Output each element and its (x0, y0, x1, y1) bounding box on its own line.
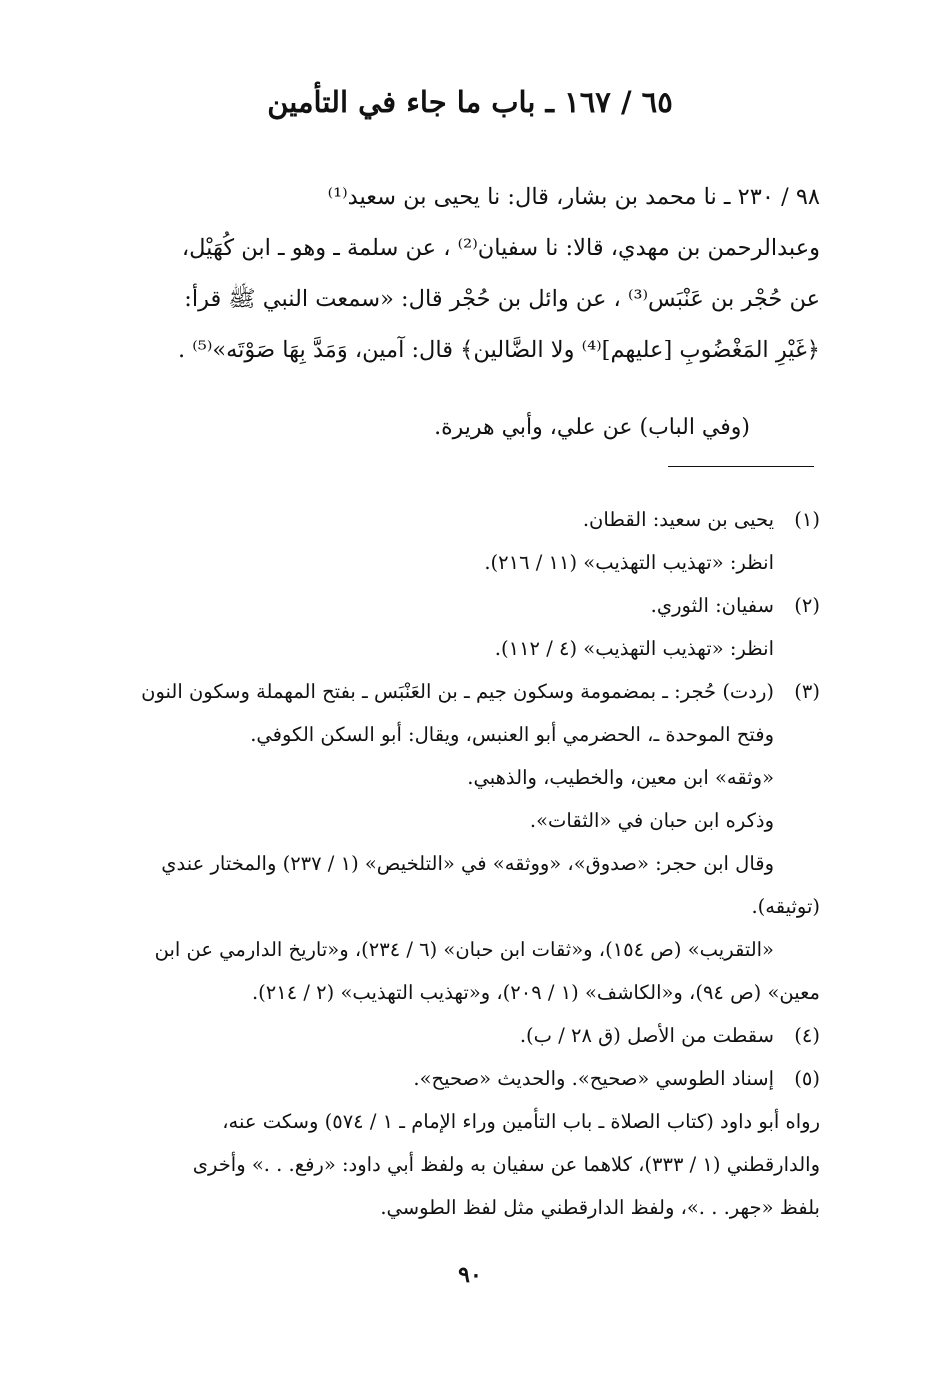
hadith-line: وعبدالرحمن بن مهدي، قالا: نا سفيان⁽²⁾ ، عن سلمة ـ وهو ـ ابن كُهَيْل، (181, 235, 820, 261)
hadith-text (92, 172, 820, 376)
footnote-line: انظر: «تهذيب التهذيب» (١١ / ٢١٦). (484, 551, 774, 574)
footnote-text: إسناد الطوسي «صحيح». والحديث «صحيح». (413, 1067, 774, 1090)
footnote-line: وذكره ابن حبان في «الثقات». (529, 809, 774, 832)
footnote-line (92, 670, 820, 713)
bab-note: (وفي الباب) عن علي، وأبي هريرة. (434, 415, 750, 440)
footnote-number: (٢) (794, 594, 820, 617)
footnote-line (92, 498, 820, 541)
footnote-line (92, 1057, 820, 1100)
footnote-line: «وثقه» ابن معين، والخطيب، والذهبي. (467, 766, 774, 789)
footnote-line: رواه أبو داود (كتاب الصلاة ـ باب التأمين وراء الإمام ـ ١ / ٥٧٤) وسكت عنه، (222, 1110, 820, 1133)
footnote-line: معين» (ص ٩٤)، و«الكاشف» (١ / ٢٠٩)، و«تهذيب التهذيب» (٢ / ٢١٤). (251, 981, 820, 1004)
footnote-number: (٤) (794, 1024, 820, 1047)
footnote-line: (توثيقه). (751, 895, 820, 918)
footnote-divider (668, 466, 814, 467)
hadith-line: ﴿غَيْرِ المَغْضُوبِ [عليهم]⁽⁴⁾ ولا الضَّالين﴾ قال: آمين، وَمَدَّ بِهَا صَوْتَه»⁽⁵⁾ . (177, 337, 820, 363)
hadith-line: ٩٨ / ٢٣٠ ـ نا محمد بن بشار، قال: نا يحيى بن سعيد⁽¹⁾ (327, 184, 820, 210)
footnote-line: وفتح الموحدة ـ، الحضرمي أبو العنبس، ويقال: أبو السكن الكوفي. (250, 723, 774, 746)
footnote-line: «التقريب» (ص ١٥٤)، و«ثقات ابن حبان» (٦ / ٢٣٤)، و«تاريخ الدارمي عن ابن (154, 938, 774, 961)
footnote-line: والدارقطني (١ / ٣٣٣)، كلاهما عن سفيان به ولفظ أبي داود: «رفع. . .» وأخرى (192, 1153, 820, 1176)
footnote-line: وقال ابن حجر: «صدوق»، «ووثقه» في «التلخيص» (١ / ٢٣٧) والمختار عندي (161, 852, 774, 875)
footnote-line (92, 584, 820, 627)
footnotes (92, 498, 820, 1229)
footnote-text: يحيى بن سعيد: القطان. (582, 508, 774, 531)
hadith-line: عن حُجْر بن عَنْبَس⁽³⁾ ، عن وائل بن حُجْر قال: «سمعت النبي ﷺ قرأ: (184, 286, 820, 312)
footnote-text: (ردت) حُجر: ـ بمضمومة وسكون جيم ـ بن العَنْبَس ـ بفتح المهملة وسكون النون (141, 680, 774, 703)
footnote-number: (٥) (794, 1067, 820, 1090)
page-number: ٩٠ (458, 1262, 482, 1288)
footnote-text: سفيان: الثوري. (650, 594, 774, 617)
footnote-line: انظر: «تهذيب التهذيب» (٤ / ١١٢). (494, 637, 774, 660)
footnote-line: بلفظ «جهر. . .»، ولفظ الدارقطني مثل لفظ الطوسي. (380, 1196, 820, 1219)
footnote-number: (١) (794, 508, 820, 531)
footnote-number: (٣) (794, 680, 820, 703)
chapter-title: ٦٥ / ١٦٧ ـ باب ما جاء في التأمين (267, 85, 673, 119)
footnote-text: سقطت من الأصل (ق ٢٨ / ب). (519, 1024, 774, 1047)
footnote-line (92, 1014, 820, 1057)
